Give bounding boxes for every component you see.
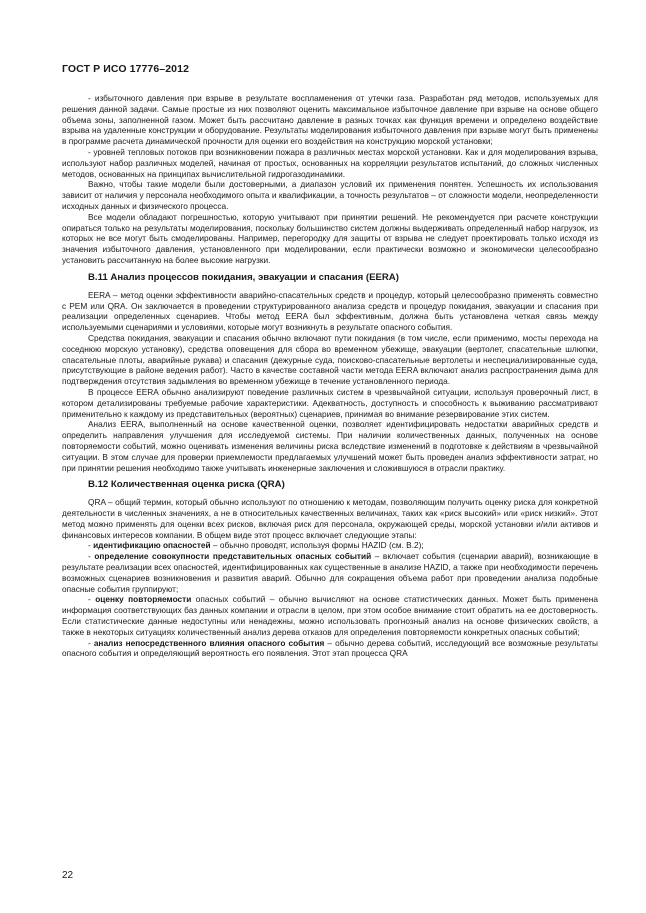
paragraph: QRA – общий термин, который обычно используют по отношению к методам, позволяющим получить оценку риска для конкретной деятельности в численных значениях, а не в относительных качественных величинах, таких как «риск высокий» или «риск низкий». Этот метод можно применять для оценки всех рисков, включая риск для персонала, окружающей среды, морской установки и/или активов и финансовых интересов компании. В общем виде этот процесс включает следующие этапы:	[62, 497, 598, 540]
paragraph: Средства покидания, эвакуации и спасания обычно включают пути покидания (в том числе, если применимо, мосты перехода на соседнюю морскую установку), средства оповещения для сбора во временном убежище, эвакуации (вертолет, спасательные шлюпки, спасательные плоты, аварийные рукава) и спасания (дежурные суда, поисково-спасательные вертолеты и неспециализированные суда, присутствующие в районе ведения работ). Часто в качестве составной части метода EERA включают анализ распространения дыма для подтверждения отсутствия задымления во временном убежище в течение установленного периода.	[62, 332, 598, 387]
list-item: - определение совокупности представительных опасных событий – включает события (сценарии аварий), возникающие в результате реализации всех опасностей, идентифицированных как существенные в анализе HAZID, а также при необходимости перечень возможных сценариев возникновения и развития аварий. Обычно для сокращения объема работ при проведении анализа подобные опасные события группируют;	[62, 551, 598, 594]
document-body	[62, 93, 598, 659]
list-item: - оценку повторяемости опасных событий – обычно вычисляют на основе статистических данных. Может быть применена информация соответствующих баз данных компании и отрасли в целом, при этом особое внимание стоит обратить на ее достоверность. Если статистические данные недоступны или ненадежны, можно использовать прогнозный анализ на основе физических свойств, а также в некоторых ситуациях количественный анализ дерева отказов для определения повторяемости конкретных опасных событий;	[62, 594, 598, 637]
section-heading-b12: В.12 Количественная оценка риска (QRA)	[88, 479, 285, 491]
paragraph: Важно, чтобы такие модели были достоверными, а диапазон условий их применения понятен. Успешность их использования зависит от наличия у персонала необходимого опыта и квалификации, а точность результатов – от сложности модели, неопределенности исходных данных и физического процесса.	[62, 179, 598, 211]
list-item-term: анализ непосредственного влияния опасного события	[93, 637, 325, 648]
list-item: - анализ непосредственного влияния опасного события – обычно дерева событий, исследующий все возможные результаты опасного события и определяющий вероятность его появления. Этот этап процесса QRA	[62, 637, 598, 659]
page-number: 22	[62, 870, 74, 881]
document-header: ГОСТ Р ИСО 17776–2012	[62, 63, 190, 75]
list-item: - идентификацию опасностей – обычно проводят, используя формы HAZID (см. В.2);	[88, 540, 424, 551]
paragraph: - избыточного давления при взрыве в результате воспламенения от утечки газа. Разработан ряд методов, используемых для решения данной задачи. Самые простые из них позволяют оценить максимальное избыточное давление при взрыве на основе общего объема зоны, заполненной газом. Может быть рассчитано давление в разных точках как функция времени и определено воздействие взрыва на удаленные конструкции и оборудование. Результаты моделирования избыточного давления при взрыве могут быть применены в программе расчета динамической прочности для оценки его воздействия на конструкцию морской установки;	[62, 93, 598, 147]
paragraph: Анализ EERA, выполненный на основе качественной оценки, позволяет идентифицировать недостатки аварийных средств и определить направления улучшения для исследуемой системы. При наличии количественных данных, полученных на основе повторяемости событий, можно оценивать изменения величины риска вследствие изменений в подготовке к действиям в чрезвычайной ситуации. В этом случае для проверки приемлемости предлагаемых улучшений может быть проведен анализ эффективности затрат, но при принятии решения необходимо также учитывать инженерные заключения и сложившуюся в отрасли практику.	[62, 419, 598, 473]
list-item-term: идентификацию опасностей	[93, 540, 211, 551]
section-heading-b11: В.11 Анализ процессов покидания, эвакуации и спасания (EERA)	[88, 271, 399, 283]
paragraph: В процессе EERA обычно анализируют поведение различных систем в чрезвычайной ситуации, используя проверочный лист, в котором детализированы требуемые рабочие характеристики. Адекватность, доступность и способность к выживанию рассматривают применительно к каждому из представительных (вероятных) сценариев, принимая во внимание резервирование этих систем.	[62, 386, 598, 419]
paragraph: Все модели обладают погрешностью, которую учитывают при принятии решений. Не рекомендуется при расчете конструкции опираться только на результаты моделирования, поскольку большинство систем должны выдерживать определенный набор нагрузок, из которых не все могут быть смоделированы. Например, перегородку для защиты от взрыва не следует проектировать только исходя из значения избыточного давления, установленного при моделировании, если практически возможно и экономически целесообразно установить рассчитанную на более высокие нагрузки.	[62, 211, 598, 265]
list-item-term: оценку повторяемости	[95, 594, 192, 605]
list-item-term: определение совокупности представительных опасных событий	[94, 551, 372, 562]
paragraph: - уровней тепловых потоков при возникновении пожара в различных местах морской установки. Как и для моделирования взрыва, используют набор различных моделей, начиная от простых, основанных на корреляции результатов испытаний, до сложных численных методов, основанных на принципах вычислительной гидрогазодинамики.	[62, 146, 598, 179]
paragraph: EERA – метод оценки эффективности аварийно-спасательных средств и процедур, который целесообразно применять совместно с PEM или QRA. Он заключается в проведении структурированного анализа средств и процедур покидания, эвакуации и спасания при реализации определенных сценариев. Чтобы метод EERA был эффективным, должна быть установлена четкая связь между используемыми сценариями и условиями, которые могут возникнуть в результате опасного события.	[62, 289, 598, 333]
